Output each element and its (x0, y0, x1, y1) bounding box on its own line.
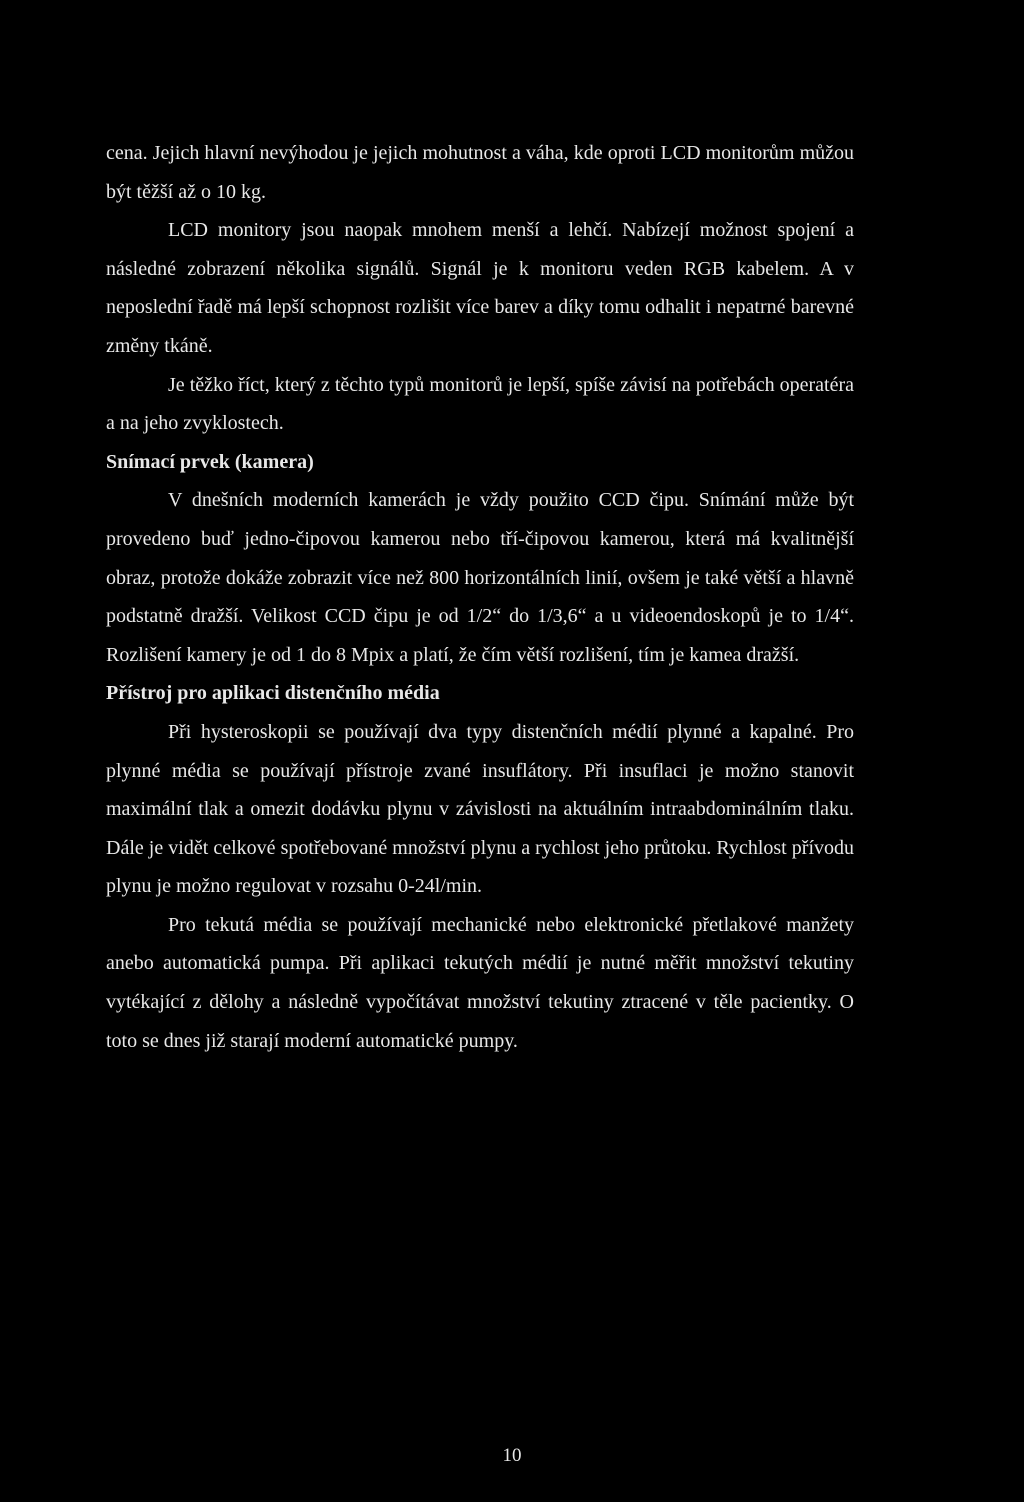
paragraph-lcd-monitors: LCD monitory jsou naopak mnohem menší a lehčí. Nabízejí možnost spojení a následné zobrazení několika signálů. Signál je k monitoru veden RGB kabelem. A v neposlední řadě má lepší schopnost rozlišit více barev a díky tomu odhalit i nepatrné barevné změny tkáně. (106, 219, 854, 357)
paragraph-monitor-choice: Je těžko říct, který z těchto typů monitorů je lepší, spíše závisí na potřebách operatéra a na jeho zvyklostech. (106, 373, 854, 435)
paragraph-fluid-media: Pro tekutá média se používají mechanické nebo elektronické přetlakové manžety anebo automatická pumpa. Při aplikaci tekutých médií je nutné měřit množství tekutiny vytékající z dělohy a následně vypočítávat množství tekutiny ztracené v těle pacientky. O toto se dnes již starají moderní automatické pumpy. (106, 913, 854, 1052)
paragraph-gas-media: Při hysteroskopii se používají dva typy distenčních médií plynné a kapalné. Pro plynné média se používají přístroje zvané insuflátory. Při insuflaci je možno stanovit maximální tlak a omezit dodávku plynu v závislosti na aktuálním intraabdominálním tlaku. Dále je vidět celkové spotřebované množství plynu a rychlost jeho průtoku. Rychlost přívodu plynu je možno regulovat v rozsahu 0-24l/min. (106, 720, 854, 898)
paragraph-crt-weight: cena. Jejich hlavní nevýhodou je jejich mohutnost a váha, kde oproti LCD monitorům můžou být těžší až o 10 kg. (106, 142, 854, 203)
paragraph-camera: V dnešních moderních kamerách je vždy použito CCD čipu. Snímání může být provedeno buď jedno-čipovou kamerou nebo tří-čipovou kamerou, která má kvalitnější obraz, protože dokáže zobrazit více než 800 horizontálních linií, ovšem je také větší a hlavně podstatně dražší. Velikost CCD čipu je od 1/2“ do 1/3,6“ a u videoendoskopů je to 1/4“. Rozlišení kamery je od 1 do 8 Mpix a platí, že čím větší rozlišení, tím je kamea dražší. (106, 489, 854, 666)
section-heading-distension-media: Přístroj pro aplikaci distenčního média (106, 682, 440, 705)
document-body (106, 134, 854, 1060)
section-heading-camera: Snímací prvek (kamera) (106, 450, 314, 473)
page-number: 10 (502, 1445, 522, 1466)
